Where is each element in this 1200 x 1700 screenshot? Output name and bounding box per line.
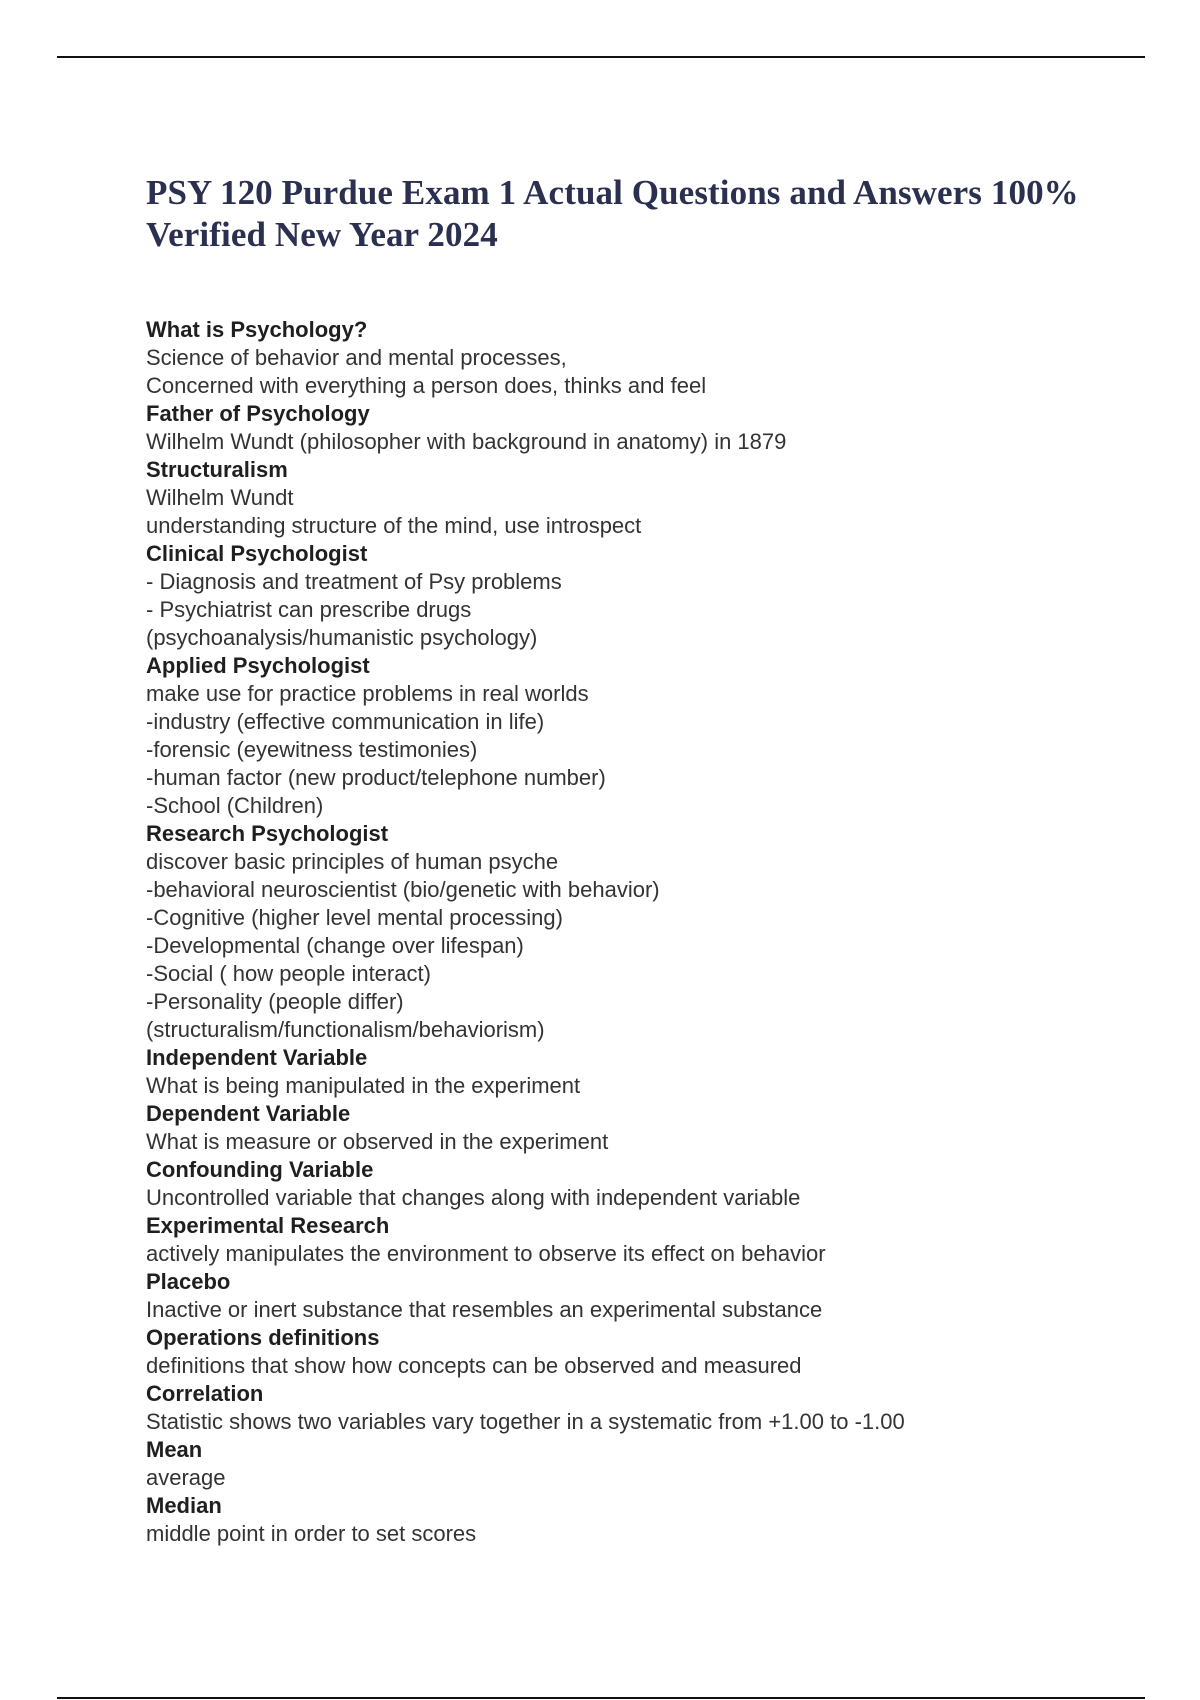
answer-line: What is being manipulated in the experiment — [146, 1073, 581, 1098]
answer-line: -behavioral neuroscientist (bio/genetic with behavior) — [146, 877, 660, 902]
question-term: Clinical Psychologist — [146, 541, 368, 566]
answer-line: -Developmental (change over lifespan) — [146, 933, 524, 958]
answer-line: discover basic principles of human psyche — [146, 849, 559, 874]
question-term: Research Psychologist — [146, 821, 389, 846]
answer-line: Science of behavior and mental processes, — [146, 345, 567, 370]
answer-line: -Personality (people differ) — [146, 989, 404, 1014]
answer-line: average — [146, 1465, 226, 1490]
answer-line: -School (Children) — [146, 793, 324, 818]
question-term: Structuralism — [146, 457, 288, 482]
answer-line: - Diagnosis and treatment of Psy problems — [146, 569, 562, 594]
answer-line: understanding structure of the mind, use introspect — [146, 513, 642, 538]
answer-line: -industry (effective communication in life) — [146, 709, 545, 734]
question-term: Correlation — [146, 1381, 264, 1406]
question-term: Father of Psychology — [146, 401, 370, 426]
answer-line: -forensic (eyewitness testimonies) — [146, 737, 478, 762]
question-term: Confounding Variable — [146, 1157, 374, 1182]
question-term: Dependent Variable — [146, 1101, 351, 1126]
question-term: Applied Psychologist — [146, 653, 370, 678]
qa-list — [146, 316, 1086, 1548]
question-term: What is Psychology? — [146, 317, 368, 342]
bottom-rule — [57, 1697, 1145, 1699]
answer-line: -human factor (new product/telephone number) — [146, 765, 606, 790]
document-title: PSY 120 Purdue Exam 1 Actual Questions and Answers 100% Verified New Year 2024 — [146, 173, 1079, 254]
question-term: Independent Variable — [146, 1045, 368, 1070]
question-term: Median — [146, 1493, 222, 1518]
answer-line: Wilhelm Wundt (philosopher with background in anatomy) in 1879 — [146, 429, 787, 454]
top-rule — [57, 56, 1145, 58]
answer-line: -Cognitive (higher level mental processing) — [146, 905, 563, 930]
answer-line: Uncontrolled variable that changes along with independent variable — [146, 1185, 801, 1210]
answer-line: What is measure or observed in the experiment — [146, 1129, 609, 1154]
document-body — [146, 172, 1086, 1548]
answer-line: - Psychiatrist can prescribe drugs — [146, 597, 472, 622]
question-term: Placebo — [146, 1269, 231, 1294]
answer-line: Concerned with everything a person does, thinks and feel — [146, 373, 707, 398]
answer-line: middle point in order to set scores — [146, 1521, 477, 1546]
answer-line: Wilhelm Wundt — [146, 485, 294, 510]
answer-line: definitions that show how concepts can be observed and measured — [146, 1353, 802, 1378]
answer-line: (structuralism/functionalism/behaviorism) — [146, 1017, 545, 1042]
answer-line: -Social ( how people interact) — [146, 961, 431, 986]
answer-line: make use for practice problems in real worlds — [146, 681, 589, 706]
question-term: Operations definitions — [146, 1325, 380, 1350]
answer-line: actively manipulates the environment to observe its effect on behavior — [146, 1241, 826, 1266]
question-term: Experimental Research — [146, 1213, 390, 1238]
answer-line: Inactive or inert substance that resembles an experimental substance — [146, 1297, 823, 1322]
answer-line: Statistic shows two variables vary together in a systematic from +1.00 to -1.00 — [146, 1409, 905, 1434]
question-term: Mean — [146, 1437, 203, 1462]
answer-line: (psychoanalysis/humanistic psychology) — [146, 625, 538, 650]
